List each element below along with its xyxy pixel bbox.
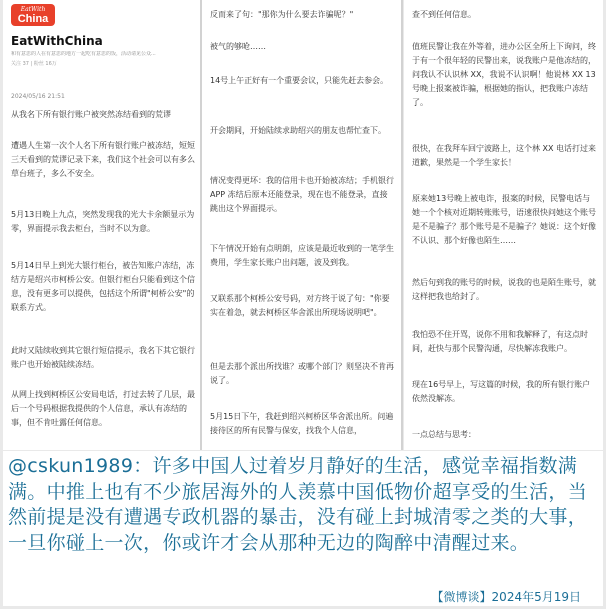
account-name[interactable]: EatWithChina	[11, 34, 103, 48]
post-date: 2024/05/16 21:51	[11, 93, 65, 100]
article-paragraph: 下午情况开始有点明朗，应该是最近收到的一笔学生费用，学生家长账户出问题，波及到我。	[210, 244, 394, 267]
article-paragraph: 被气的够呛……	[210, 42, 266, 51]
eatwithchina-logo	[11, 4, 55, 26]
logo-line-2: China	[17, 13, 49, 25]
article-paragraph: 现在16号早上，写这篇的时候，我的所有银行账户依然没解冻。	[412, 380, 591, 403]
article-panel-2	[202, 0, 401, 450]
article-paragraph: 但是去那个派出所找谁？或哪个部门？则坚决不肯再说了。	[210, 362, 394, 385]
article-panel-1	[3, 0, 200, 450]
article-title: 从我名下所有银行账户被突然冻结看到的荒谬	[11, 110, 171, 119]
article-paragraph: 又联系那个柯桥公安号码，对方终于说了句："你要实在着急，就去柯桥区华舍派出所现场说明吧"。	[210, 294, 390, 317]
article-paragraph: 遭遇人生第一次个人名下所有银行账户被冻结，短短三天看到的荒谬记录下来，我们这个社会可以有多么草台班子，多么不安全。	[11, 141, 195, 178]
comment-box	[3, 451, 603, 585]
article-paragraph: 我怕恐不住开骂，说你不用和我解释了，有这点时间，赶快与那个民警沟通，尽快解冻我账户。	[412, 330, 588, 353]
article-paragraph: 此时又陆续收到其它银行短信提示，我名下其它银行账户也开始被陆续冻结。	[11, 346, 195, 369]
article-paragraph: 反而来了句："那你为什么要去诈骗呢？"	[210, 10, 354, 19]
footer-bar	[3, 585, 603, 606]
footer-credit: 【微博谈】2024年5月19日	[431, 590, 581, 604]
article-paragraph: 5月15日下午，我赶到绍兴柯桥区华舍派出所。问遍接待区的所有民警与保安，找我个人信息，	[210, 412, 394, 435]
article-paragraph: 情况变得更坏：我的信用卡也开始被冻结；手机银行 APP 冻结后原本还能登录，现在也不能登录，直接跳出这个界面提示。	[210, 176, 394, 213]
account-stats: 关注 37 | 粉丝 16万	[11, 61, 57, 67]
article-paragraph: 5月14日早上到光大银行柜台，被告知账户冻结，冻结方是绍兴市柯桥公安。但银行柜台只能看到这个信息，没有更多可以提供，包括这个所谓"柯桥公安"的联系方式。	[11, 261, 195, 312]
article-paragraph: 原来她13号晚上被电诈，报案的时候，民警电话与她一个个核对近期转账账号，语速很快问她这个账号是不是骗子？那个账号是不是骗子？她说：这个好像不认识、那个好像也陌生……	[412, 194, 596, 245]
article-paragraph: 查不到任何信息。	[412, 10, 476, 19]
article-paragraph: 14号上午正好有一个重要会议，只能先赶去参会。	[210, 76, 389, 85]
article-paragraph: 一点总结与思考：	[412, 430, 476, 439]
article-panel-3	[404, 0, 603, 450]
article-paragraph: 然后句到我的账号的时候，说我的也是陌生账号，就这样把我也给封了。	[412, 278, 596, 301]
account-tagline: 和有意思的人在有意思的地方一起吃有意思的饭，活动请见公众...	[11, 51, 156, 57]
article-paragraph: 开会期间，开始陆续求助绍兴的朋友也帮忙查下。	[210, 126, 386, 135]
article-paragraph: 从网上找到柯桥区公安局电话，打过去转了几层，最后一个号码根据我提供的个人信息，承认有冻结的事，但不肯吐露任何信息。	[11, 390, 195, 427]
article-paragraph: 5月13日晚上九点，突然发现我的光大卡余额显示为零，界面提示我去柜台，当时不以为意。	[11, 210, 195, 233]
article-paragraph: 很快，在我拜车回宁波路上，这个林 XX 电话打过来道歉，果然是一个学生家长！	[412, 144, 597, 167]
logo-line-1: EatWith	[20, 6, 46, 13]
comment-text: @cskun1989：许多中国人过着岁月静好的生活，感觉幸福指数满满。中推上也有不少旅居海外的人羡慕中国低物价超享受的生活，当然前提是没有遭遇专政机器的暴击，没有碰上封城清零之类的大事，一旦你碰上一次，你或许才会从那种无边的陶醉中清醒过来。	[8, 455, 588, 554]
article-paragraph: 值班民警让我在外等着，进办公区全所上下询问，终于有一个很年轻的民警出来，说我账户是他冻结的，问我认不认识林 XX，我说不认识啊！他说林 XX 13号晚上报案被诈骗，根据她的指认，把我账户冻结了。	[412, 42, 596, 107]
panel-divider	[401, 0, 403, 450]
